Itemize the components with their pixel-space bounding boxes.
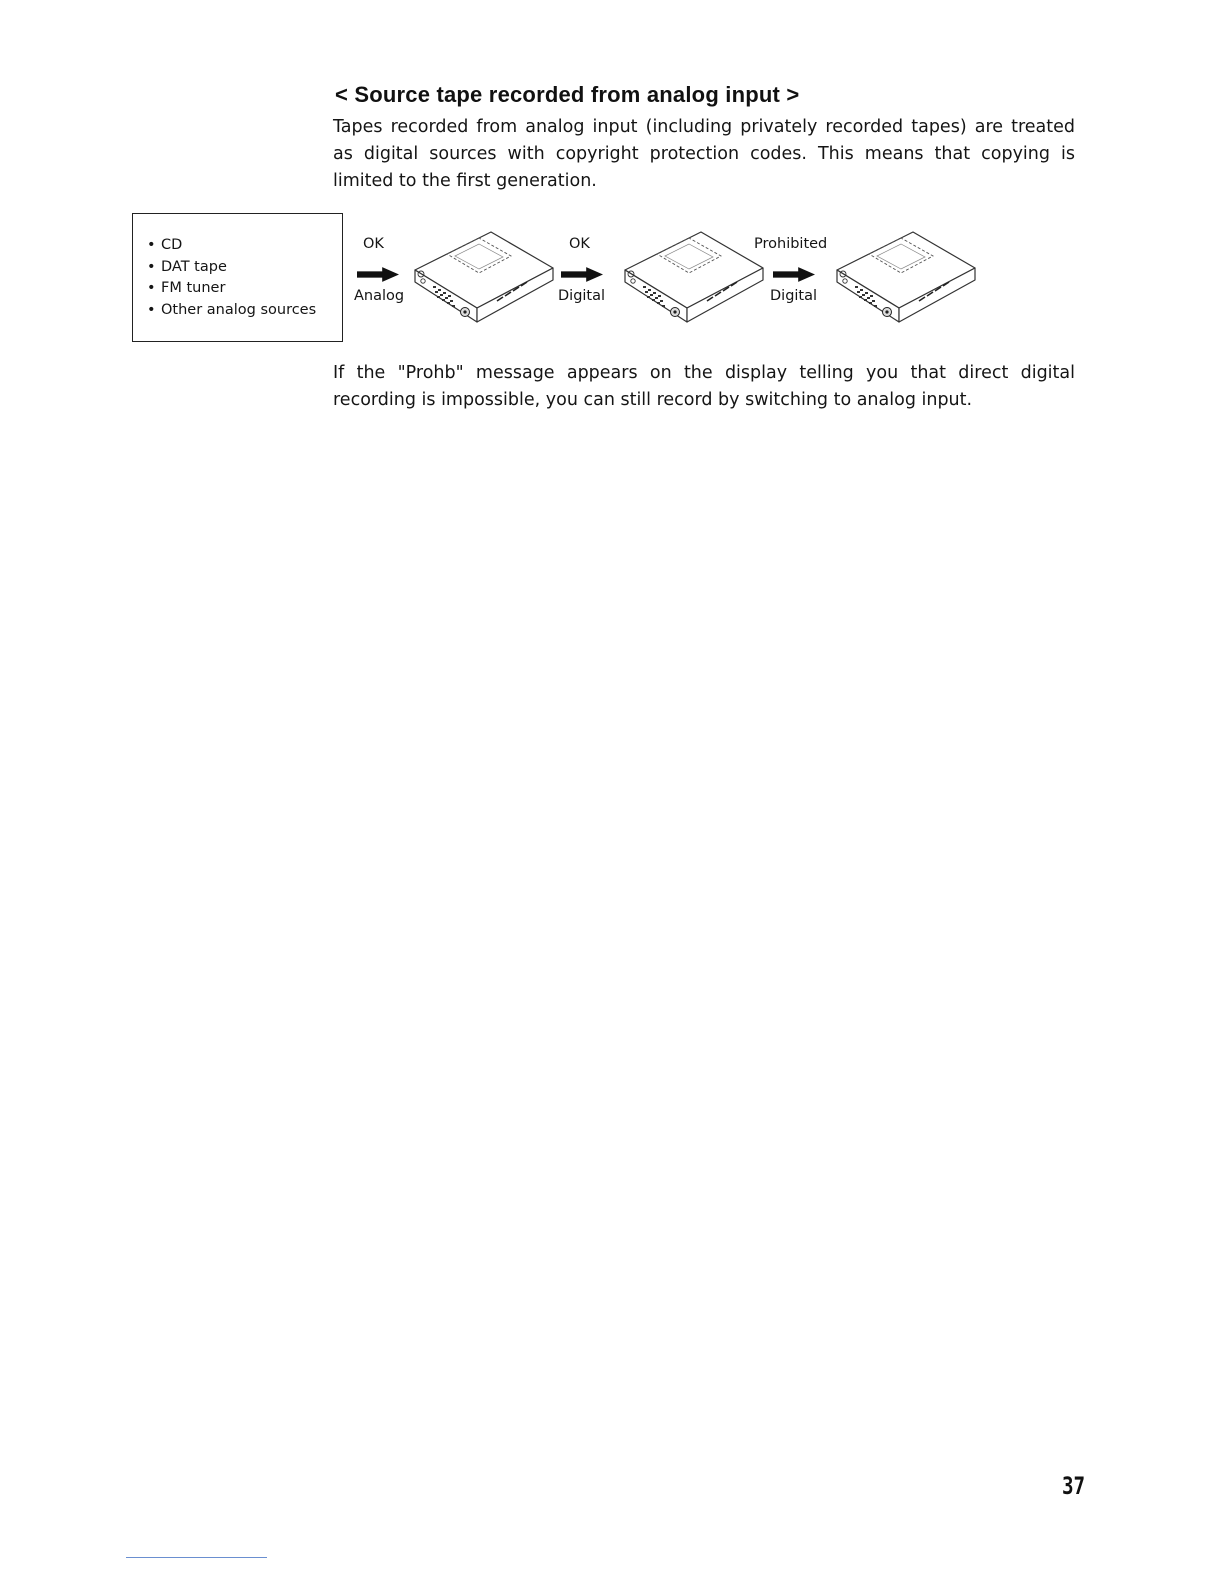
step-1-status: OK [363, 236, 384, 252]
right-arrow-icon [561, 267, 603, 282]
dat-deck-icon [407, 228, 557, 333]
prohb-note-paragraph: If the "Prohb" message appears on the display telling you that direct digital recording is impossible, you can still record by switching to analog input. [333, 363, 1075, 410]
right-arrow-icon [773, 267, 815, 282]
step-3-status: Prohibited [754, 236, 828, 252]
source-item [147, 278, 316, 300]
source-item-label: CD [161, 237, 183, 253]
section-heading: < Source tape recorded from analog input > [335, 82, 800, 107]
source-item [147, 300, 316, 322]
step-1-input: Analog [354, 288, 405, 304]
source-item [147, 235, 316, 257]
source-list [147, 235, 316, 321]
right-arrow-icon [357, 267, 399, 282]
step-3-input: Digital [770, 288, 818, 304]
bullet-icon: • [147, 301, 156, 318]
footer-rule [126, 1557, 267, 1558]
step-2-input: Digital [558, 288, 606, 304]
page-number: 37 [1062, 1472, 1086, 1500]
bullet-icon: • [147, 237, 156, 253]
source-item-label: DAT tape [161, 258, 227, 275]
source-list-box [132, 213, 343, 342]
source-item-label: Other analog sources [161, 301, 317, 318]
bullet-icon: • [147, 258, 156, 275]
source-item [147, 257, 316, 279]
copy-generation-diagram [345, 222, 995, 332]
bullet-icon: • [147, 280, 156, 296]
intro-paragraph: Tapes recorded from analog input (including privately recorded tapes) are treated as digital sources with copyright protection codes. This means that copying is limited to the first generation. [333, 117, 1075, 191]
step-2-status: OK [569, 236, 590, 252]
dat-deck-icon [829, 228, 979, 333]
dat-deck-icon [617, 228, 767, 333]
source-item-label: FM tuner [161, 280, 226, 296]
